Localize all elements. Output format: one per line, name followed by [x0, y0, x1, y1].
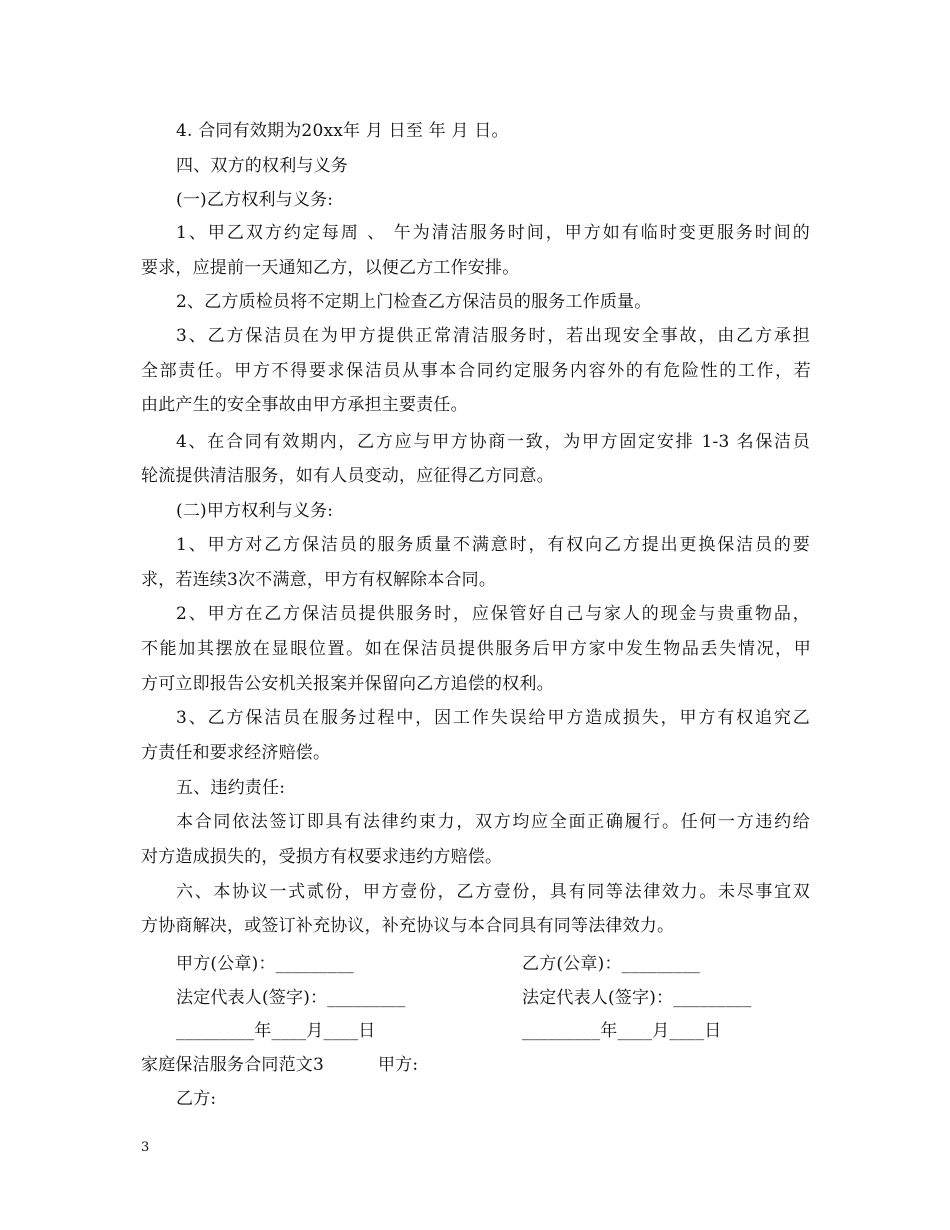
- subsection-heading-party-a: (二)甲方权利与义务:: [176, 501, 334, 521]
- paragraph-line: 方可立即报告公安机关报案并保留向乙方追偿的权利。: [141, 674, 554, 694]
- paragraph-line: 方协商解决，或签订补充协议，补充协议与本合同具有同等法律效力。: [141, 916, 675, 936]
- party-b-seal-field: 乙方(公章)：_________: [522, 954, 700, 974]
- paragraph-line: 1、甲方对乙方保洁员的服务质量不满意时，有权向乙方提出更换保洁员的要: [176, 535, 810, 555]
- section-heading-breach: 五、违约责任:: [176, 778, 286, 798]
- paragraph-line: 本合同依法签订即具有法律约束力，双方均应全面正确履行。任何一方违约给: [176, 812, 810, 832]
- paragraph-line: 2、乙方质检员将不定期上门检查乙方保洁员的服务工作质量。: [176, 292, 652, 312]
- paragraph-line: 六、本协议一式贰份，甲方壹份，乙方壹份，具有同等法律效力。未尽事宜双: [176, 882, 810, 902]
- next-contract-party-b: 乙方:: [176, 1089, 217, 1109]
- party-b-representative-field: 法定代表人(签字)：_________: [522, 988, 752, 1008]
- paragraph-line: 3、乙方保洁员在服务过程中，因工作失误给甲方造成损失，甲方有权追究乙: [176, 708, 810, 728]
- paragraph-line: 4、在合同有效期内，乙方应与甲方协商一致，为甲方固定安排 1-3 名保洁员: [176, 432, 810, 452]
- paragraph-line: 对方造成损失的，受损方有权要求违约方赔偿。: [141, 847, 503, 867]
- paragraph-line: 不能加其摆放在显眼位置。如在保洁员提供服务后甲方家中发生物品丢失情况，甲: [141, 639, 811, 659]
- clause-validity: 4. 合同有效期为20xx年 月 日至 年 月 日。: [176, 121, 509, 141]
- paragraph-line: 2、甲方在乙方保洁员提供服务时，应保管好自己与家人的现金与贵重物品，: [176, 604, 810, 624]
- paragraph-line: 求，若连续3次不满意，甲方有权解除本合同。: [141, 570, 497, 590]
- page-number: 3: [141, 1140, 150, 1155]
- paragraph-line: 要求，应提前一天通知乙方，以便乙方工作安排。: [141, 258, 520, 278]
- next-contract-party-a: 甲方:: [378, 1055, 419, 1075]
- paragraph-line: 全部责任。甲方不得要求保洁员从事本合同约定服务内容外的有危险性的工作，若: [141, 361, 811, 381]
- next-contract-title: 家庭保洁服务合同范文3: [141, 1055, 325, 1075]
- party-a-date-field: _________年____月____日: [176, 1021, 376, 1041]
- paragraph-line: 1、甲乙双方约定每周 、 午为清洁服务时间，甲方如有临时变更服务时间的: [176, 223, 810, 243]
- section-heading-rights: 四、双方的权利与义务: [176, 156, 348, 176]
- paragraph-line: 由此产生的安全事故由甲方承担主要责任。: [141, 395, 468, 415]
- party-b-date-field: _________年____月____日: [522, 1021, 722, 1041]
- party-a-seal-field: 甲方(公章)：_________: [176, 954, 354, 974]
- subsection-heading-party-b: (一)乙方权利与义务:: [176, 190, 334, 210]
- party-a-representative-field: 法定代表人(签字)：_________: [176, 988, 406, 1008]
- paragraph-line: 轮流提供清洁服务，如有人员变动，应征得乙方同意。: [141, 466, 554, 486]
- paragraph-line: 3、乙方保洁员在为甲方提供正常清洁服务时，若出现安全事故，由乙方承担: [176, 326, 810, 346]
- paragraph-line: 方责任和要求经济赔偿。: [141, 743, 331, 763]
